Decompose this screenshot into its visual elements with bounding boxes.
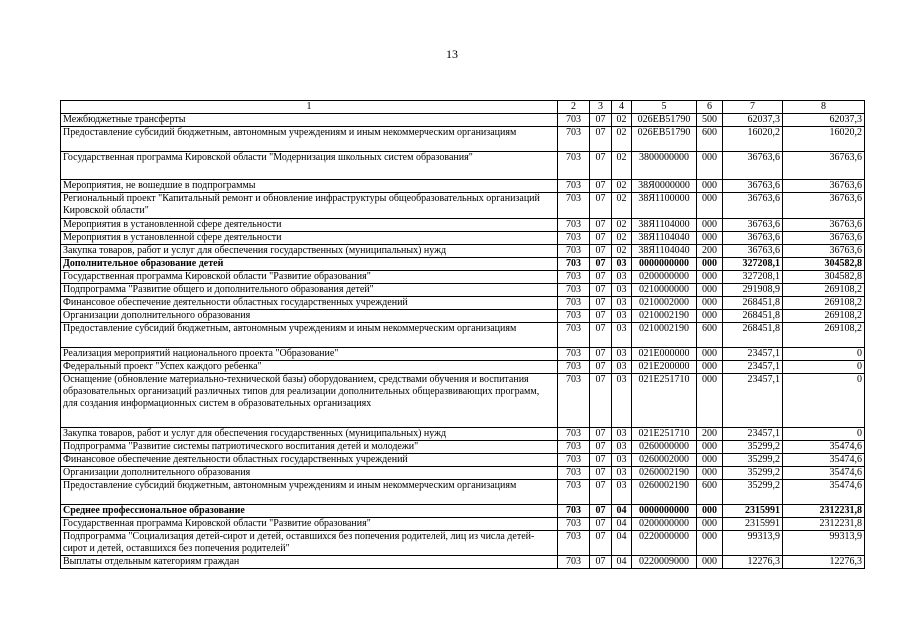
row-expense-type-cell: 000 — [697, 219, 723, 232]
column-header: 8 — [783, 101, 865, 114]
row-amount-2-cell: 36763,6 — [783, 219, 865, 232]
row-ministry-code-cell: 703 — [558, 245, 590, 258]
row-expense-type-cell: 000 — [697, 152, 723, 180]
row-amount-2-cell: 35474,6 — [783, 441, 865, 454]
row-subsection-cell: 03 — [612, 271, 632, 284]
row-expense-type-cell: 000 — [697, 441, 723, 454]
row-target-article-cell: 0210002190 — [632, 323, 697, 348]
column-header: 4 — [612, 101, 632, 114]
row-expense-type-cell: 000 — [697, 518, 723, 531]
row-amount-2-cell: 269108,2 — [783, 284, 865, 297]
row-amount-2-cell: 304582,8 — [783, 271, 865, 284]
row-name-cell: Предоставление субсидий бюджетным, автономным учреждениям и иным некоммерческим организациям — [61, 480, 558, 505]
row-subsection-cell: 03 — [612, 374, 632, 428]
row-ministry-code-cell: 703 — [558, 480, 590, 505]
table-row — [61, 219, 865, 232]
row-target-article-cell: 0000000000 — [632, 258, 697, 271]
row-amount-2-cell: 269108,2 — [783, 323, 865, 348]
row-subsection-cell: 03 — [612, 258, 632, 271]
row-ministry-code-cell: 703 — [558, 374, 590, 428]
row-target-article-cell: 0000000000 — [632, 505, 697, 518]
table-row — [61, 374, 865, 428]
row-amount-1-cell: 268451,8 — [723, 310, 783, 323]
row-amount-1-cell: 35299,2 — [723, 467, 783, 480]
row-expense-type-cell: 000 — [697, 556, 723, 569]
row-amount-2-cell: 304582,8 — [783, 258, 865, 271]
row-ministry-code-cell: 703 — [558, 180, 590, 193]
row-target-article-cell: 0210000000 — [632, 284, 697, 297]
row-ministry-code-cell: 703 — [558, 114, 590, 127]
row-section-cell: 07 — [590, 441, 612, 454]
table-row — [61, 127, 865, 152]
row-ministry-code-cell: 703 — [558, 297, 590, 310]
row-target-article-cell: 026EB51790 — [632, 127, 697, 152]
row-target-article-cell: 38Я0000000 — [632, 180, 697, 193]
row-amount-2-cell: 0 — [783, 348, 865, 361]
row-name-cell: Мероприятия, не вошедшие в подпрограммы — [61, 180, 558, 193]
row-target-article-cell: 021E251710 — [632, 428, 697, 441]
row-amount-2-cell: 269108,2 — [783, 310, 865, 323]
row-expense-type-cell: 000 — [697, 348, 723, 361]
row-target-article-cell: 38Я1104000 — [632, 219, 697, 232]
row-ministry-code-cell: 703 — [558, 505, 590, 518]
row-name-cell: Организации дополнительного образования — [61, 467, 558, 480]
row-subsection-cell: 04 — [612, 556, 632, 569]
row-target-article-cell: 021E200000 — [632, 361, 697, 374]
table-row — [61, 297, 865, 310]
row-subsection-cell: 03 — [612, 297, 632, 310]
row-subsection-cell: 03 — [612, 323, 632, 348]
row-amount-1-cell: 62037,3 — [723, 114, 783, 127]
row-subsection-cell: 03 — [612, 467, 632, 480]
row-subsection-cell: 03 — [612, 454, 632, 467]
row-expense-type-cell: 000 — [697, 531, 723, 556]
row-name-cell: Организации дополнительного образования — [61, 310, 558, 323]
row-amount-2-cell: 36763,6 — [783, 245, 865, 258]
row-ministry-code-cell: 703 — [558, 271, 590, 284]
row-name-cell: Подпрограмма "Социализация детей-сирот и детей, оставшихся без попечения родителей, лиц из числа детей-сирот и детей, оставшихся без попечения родителей" — [61, 531, 558, 556]
row-amount-2-cell: 16020,2 — [783, 127, 865, 152]
row-amount-1-cell: 327208,1 — [723, 271, 783, 284]
row-section-cell: 07 — [590, 219, 612, 232]
row-subsection-cell: 03 — [612, 361, 632, 374]
table-row — [61, 505, 865, 518]
row-amount-1-cell: 36763,6 — [723, 232, 783, 245]
row-target-article-cell: 026EB51790 — [632, 114, 697, 127]
row-amount-2-cell: 269108,2 — [783, 297, 865, 310]
row-amount-2-cell: 99313,9 — [783, 531, 865, 556]
row-amount-1-cell: 16020,2 — [723, 127, 783, 152]
row-name-cell: Мероприятия в установленной сфере деятельности — [61, 232, 558, 245]
row-amount-1-cell: 36763,6 — [723, 245, 783, 258]
row-section-cell: 07 — [590, 518, 612, 531]
row-subsection-cell: 02 — [612, 127, 632, 152]
row-name-cell: Финансовое обеспечение деятельности областных государственных учреждений — [61, 297, 558, 310]
column-header: 6 — [697, 101, 723, 114]
row-amount-2-cell: 36763,6 — [783, 180, 865, 193]
row-ministry-code-cell: 703 — [558, 193, 590, 219]
row-name-cell: Подпрограмма "Развитие системы патриотического воспитания детей и молодежи" — [61, 441, 558, 454]
row-expense-type-cell: 000 — [697, 505, 723, 518]
row-ministry-code-cell: 703 — [558, 152, 590, 180]
row-amount-2-cell: 2312231,8 — [783, 518, 865, 531]
row-subsection-cell: 02 — [612, 180, 632, 193]
column-header: 2 — [558, 101, 590, 114]
row-target-article-cell: 38Я1104040 — [632, 245, 697, 258]
row-amount-2-cell: 0 — [783, 428, 865, 441]
row-name-cell: Дополнительное образование детей — [61, 258, 558, 271]
row-name-cell: Государственная программа Кировской области "Развитие образования" — [61, 518, 558, 531]
row-section-cell: 07 — [590, 323, 612, 348]
row-expense-type-cell: 600 — [697, 323, 723, 348]
row-amount-1-cell: 35299,2 — [723, 480, 783, 505]
row-amount-1-cell: 36763,6 — [723, 193, 783, 219]
table-row — [61, 245, 865, 258]
row-amount-2-cell: 12276,3 — [783, 556, 865, 569]
column-header: 1 — [61, 101, 558, 114]
column-header: 7 — [723, 101, 783, 114]
row-amount-1-cell: 35299,2 — [723, 454, 783, 467]
row-target-article-cell: 0260002190 — [632, 480, 697, 505]
row-name-cell: Государственная программа Кировской области "Развитие образования" — [61, 271, 558, 284]
row-section-cell: 07 — [590, 258, 612, 271]
row-amount-1-cell: 268451,8 — [723, 297, 783, 310]
row-target-article-cell: 0220009000 — [632, 556, 697, 569]
row-amount-2-cell: 2312231,8 — [783, 505, 865, 518]
row-subsection-cell: 02 — [612, 114, 632, 127]
row-section-cell: 07 — [590, 348, 612, 361]
row-expense-type-cell: 000 — [697, 180, 723, 193]
row-subsection-cell: 03 — [612, 441, 632, 454]
row-name-cell: Региональный проект "Капитальный ремонт и обновление инфраструктуры общеобразовательных организаций Кировской области" — [61, 193, 558, 219]
row-section-cell: 07 — [590, 556, 612, 569]
row-amount-1-cell: 327208,1 — [723, 258, 783, 271]
column-header: 5 — [632, 101, 697, 114]
row-name-cell: Мероприятия в установленной сфере деятельности — [61, 219, 558, 232]
table-row — [61, 271, 865, 284]
row-ministry-code-cell: 703 — [558, 127, 590, 152]
row-amount-1-cell: 35299,2 — [723, 441, 783, 454]
budget-table — [60, 100, 865, 569]
row-expense-type-cell: 000 — [697, 284, 723, 297]
table-row — [61, 348, 865, 361]
row-expense-type-cell: 000 — [697, 467, 723, 480]
row-target-article-cell: 38Я1104040 — [632, 232, 697, 245]
row-expense-type-cell: 200 — [697, 245, 723, 258]
row-subsection-cell: 03 — [612, 348, 632, 361]
table-row — [61, 310, 865, 323]
row-subsection-cell: 03 — [612, 284, 632, 297]
row-subsection-cell: 04 — [612, 518, 632, 531]
row-ministry-code-cell: 703 — [558, 556, 590, 569]
column-header-row — [61, 101, 865, 114]
row-ministry-code-cell: 703 — [558, 323, 590, 348]
row-section-cell: 07 — [590, 505, 612, 518]
row-amount-2-cell: 0 — [783, 361, 865, 374]
row-ministry-code-cell: 703 — [558, 454, 590, 467]
row-subsection-cell: 02 — [612, 152, 632, 180]
row-section-cell: 07 — [590, 245, 612, 258]
row-name-cell: Предоставление субсидий бюджетным, автономным учреждениям и иным некоммерческим организациям — [61, 323, 558, 348]
row-subsection-cell: 03 — [612, 480, 632, 505]
row-amount-1-cell: 23457,1 — [723, 361, 783, 374]
row-subsection-cell: 02 — [612, 193, 632, 219]
row-amount-2-cell: 0 — [783, 374, 865, 428]
table-row — [61, 323, 865, 348]
row-expense-type-cell: 000 — [697, 193, 723, 219]
row-expense-type-cell: 000 — [697, 374, 723, 428]
row-section-cell: 07 — [590, 284, 612, 297]
row-ministry-code-cell: 703 — [558, 219, 590, 232]
table-row — [61, 428, 865, 441]
row-amount-1-cell: 23457,1 — [723, 348, 783, 361]
row-amount-2-cell: 35474,6 — [783, 454, 865, 467]
row-section-cell: 07 — [590, 271, 612, 284]
row-amount-2-cell: 36763,6 — [783, 232, 865, 245]
row-amount-1-cell: 36763,6 — [723, 180, 783, 193]
table-row — [61, 361, 865, 374]
row-section-cell: 07 — [590, 114, 612, 127]
row-subsection-cell: 02 — [612, 232, 632, 245]
row-amount-1-cell: 36763,6 — [723, 219, 783, 232]
row-expense-type-cell: 000 — [697, 232, 723, 245]
row-expense-type-cell: 000 — [697, 271, 723, 284]
row-target-article-cell: 0260000000 — [632, 441, 697, 454]
row-section-cell: 07 — [590, 127, 612, 152]
row-section-cell: 07 — [590, 454, 612, 467]
table-row — [61, 114, 865, 127]
row-name-cell: Выплаты отдельным категориям граждан — [61, 556, 558, 569]
row-ministry-code-cell: 703 — [558, 467, 590, 480]
row-target-article-cell: 0200000000 — [632, 518, 697, 531]
row-amount-1-cell: 2315991 — [723, 518, 783, 531]
row-section-cell: 07 — [590, 180, 612, 193]
page-number: 13 — [446, 47, 458, 61]
table-row — [61, 467, 865, 480]
row-target-article-cell: 0220000000 — [632, 531, 697, 556]
row-amount-1-cell: 36763,6 — [723, 152, 783, 180]
row-section-cell: 07 — [590, 310, 612, 323]
row-amount-1-cell: 291908,9 — [723, 284, 783, 297]
row-name-cell: Финансовое обеспечение деятельности областных государственных учреждений — [61, 454, 558, 467]
row-subsection-cell: 02 — [612, 245, 632, 258]
row-target-article-cell: 0260002000 — [632, 454, 697, 467]
row-subsection-cell: 02 — [612, 219, 632, 232]
row-section-cell: 07 — [590, 374, 612, 428]
table-row — [61, 531, 865, 556]
row-expense-type-cell: 500 — [697, 114, 723, 127]
row-amount-2-cell: 36763,6 — [783, 152, 865, 180]
column-header: 3 — [590, 101, 612, 114]
table-row — [61, 180, 865, 193]
row-ministry-code-cell: 703 — [558, 310, 590, 323]
row-amount-2-cell: 35474,6 — [783, 480, 865, 505]
row-target-article-cell: 0200000000 — [632, 271, 697, 284]
row-amount-1-cell: 12276,3 — [723, 556, 783, 569]
row-section-cell: 07 — [590, 361, 612, 374]
row-section-cell: 07 — [590, 297, 612, 310]
row-section-cell: 07 — [590, 467, 612, 480]
row-expense-type-cell: 200 — [697, 428, 723, 441]
table-row — [61, 258, 865, 271]
row-ministry-code-cell: 703 — [558, 428, 590, 441]
row-name-cell: Федеральный проект "Успех каждого ребенка" — [61, 361, 558, 374]
row-expense-type-cell: 600 — [697, 480, 723, 505]
row-ministry-code-cell: 703 — [558, 361, 590, 374]
row-ministry-code-cell: 703 — [558, 348, 590, 361]
row-target-article-cell: 0210002000 — [632, 297, 697, 310]
row-name-cell: Межбюджетные трансферты — [61, 114, 558, 127]
row-ministry-code-cell: 703 — [558, 284, 590, 297]
row-amount-1-cell: 2315991 — [723, 505, 783, 518]
table-row — [61, 518, 865, 531]
row-ministry-code-cell: 703 — [558, 441, 590, 454]
row-subsection-cell: 04 — [612, 505, 632, 518]
row-target-article-cell: 0260002190 — [632, 467, 697, 480]
row-expense-type-cell: 000 — [697, 454, 723, 467]
row-ministry-code-cell: 703 — [558, 258, 590, 271]
row-amount-2-cell: 35474,6 — [783, 467, 865, 480]
row-name-cell: Закупка товаров, работ и услуг для обеспечения государственных (муниципальных) нужд — [61, 428, 558, 441]
table-row — [61, 284, 865, 297]
row-expense-type-cell: 000 — [697, 297, 723, 310]
row-amount-1-cell: 99313,9 — [723, 531, 783, 556]
row-section-cell: 07 — [590, 428, 612, 441]
table-row — [61, 441, 865, 454]
row-subsection-cell: 03 — [612, 428, 632, 441]
row-section-cell: 07 — [590, 480, 612, 505]
row-subsection-cell: 04 — [612, 531, 632, 556]
row-target-article-cell: 3800000000 — [632, 152, 697, 180]
row-name-cell: Подпрограмма "Развитие общего и дополнительного образования детей" — [61, 284, 558, 297]
row-section-cell: 07 — [590, 232, 612, 245]
row-target-article-cell: 38Я1100000 — [632, 193, 697, 219]
row-name-cell: Государственная программа Кировской области "Модернизация школьных систем образования" — [61, 152, 558, 180]
row-amount-1-cell: 23457,1 — [723, 428, 783, 441]
row-target-article-cell: 021E251710 — [632, 374, 697, 428]
row-target-article-cell: 021E000000 — [632, 348, 697, 361]
row-ministry-code-cell: 703 — [558, 232, 590, 245]
row-amount-1-cell: 268451,8 — [723, 323, 783, 348]
row-target-article-cell: 0210002190 — [632, 310, 697, 323]
row-expense-type-cell: 000 — [697, 258, 723, 271]
table-row — [61, 480, 865, 505]
row-section-cell: 07 — [590, 531, 612, 556]
row-expense-type-cell: 600 — [697, 127, 723, 152]
table-row — [61, 193, 865, 219]
table-row — [61, 152, 865, 180]
table-row — [61, 556, 865, 569]
row-expense-type-cell: 000 — [697, 361, 723, 374]
row-ministry-code-cell: 703 — [558, 531, 590, 556]
table-row — [61, 232, 865, 245]
row-name-cell: Среднее профессиональное образование — [61, 505, 558, 518]
row-ministry-code-cell: 703 — [558, 518, 590, 531]
row-amount-2-cell: 36763,6 — [783, 193, 865, 219]
row-section-cell: 07 — [590, 152, 612, 180]
row-expense-type-cell: 000 — [697, 310, 723, 323]
row-name-cell: Закупка товаров, работ и услуг для обеспечения государственных (муниципальных) нужд — [61, 245, 558, 258]
row-amount-1-cell: 23457,1 — [723, 374, 783, 428]
row-section-cell: 07 — [590, 193, 612, 219]
row-amount-2-cell: 62037,3 — [783, 114, 865, 127]
row-name-cell: Реализация мероприятий национального проекта "Образование" — [61, 348, 558, 361]
row-name-cell: Оснащение (обновление материально-технической базы) оборудованием, средствами обучения и воспитания образовательных организаций различных типов для реализации дополнительных общеразвивающих программ, для создания информационных систем в образовательных организациях — [61, 374, 558, 428]
table-row — [61, 454, 865, 467]
row-name-cell: Предоставление субсидий бюджетным, автономным учреждениям и иным некоммерческим организациям — [61, 127, 558, 152]
row-subsection-cell: 03 — [612, 310, 632, 323]
